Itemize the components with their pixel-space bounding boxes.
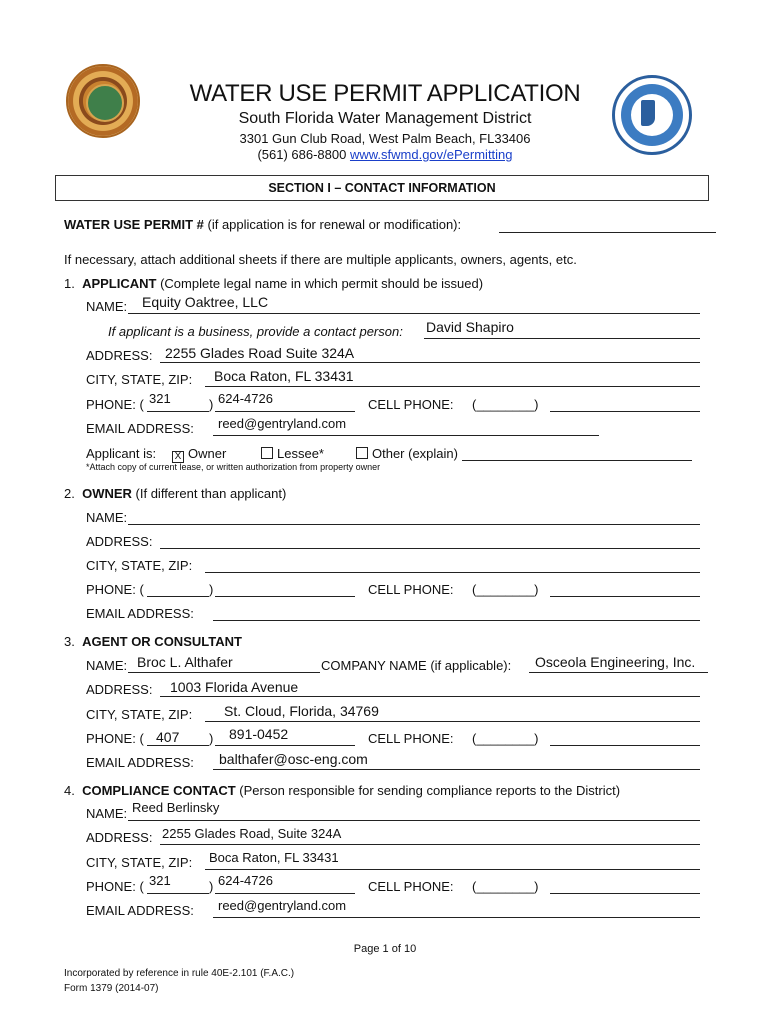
permit-number-field[interactable]: [499, 232, 716, 233]
applicant-name-label: NAME:: [86, 299, 128, 314]
owner-cell-label: CELL PHONE:: [368, 582, 454, 597]
lessee-checkbox[interactable]: [261, 447, 273, 459]
owner-cell-field[interactable]: [550, 596, 700, 597]
compliance-name-field[interactable]: [128, 820, 700, 821]
compliance-area-code-value: 321: [149, 873, 171, 888]
owner-phone-field[interactable]: [215, 596, 355, 597]
applicant-address-label: ADDRESS:: [86, 348, 153, 363]
applicant-heading: 1. APPLICANT (Complete legal name in which permit should be issued): [64, 276, 484, 291]
agent-area-code-field[interactable]: [147, 745, 209, 746]
page-number: Page 1 of 10: [353, 943, 417, 955]
agent-company-label: COMPANY NAME (if applicable):: [321, 658, 512, 673]
applicant-phone-paren: ): [209, 397, 214, 412]
agent-company-value: Osceola Engineering, Inc.: [535, 654, 696, 670]
agent-city-label: CITY, STATE, ZIP:: [86, 707, 193, 722]
agent-heading: 3. AGENT OR CONSULTANT: [64, 634, 242, 649]
agent-email-value: balthafer@osc-eng.com: [219, 751, 368, 767]
applicant-contact-value: David Shapiro: [426, 319, 514, 335]
compliance-phone-paren: ): [209, 879, 214, 894]
agency-phone: (561) 686-8800: [257, 147, 350, 162]
compliance-phone-label: PHONE: (: [86, 879, 144, 894]
applicant-city-field[interactable]: [205, 386, 700, 387]
agent-area-code-value: 407: [156, 729, 180, 745]
permit-number-label: WATER USE PERMIT # (if application is for renewal or modification):: [64, 217, 462, 232]
compliance-email-value: reed@gentryland.com: [218, 898, 347, 913]
applicant-cell-label: CELL PHONE:: [368, 397, 454, 412]
applicant-address-value: 2255 Glades Road Suite 324A: [165, 345, 355, 361]
compliance-phone-field[interactable]: [215, 893, 355, 894]
applicant-city-value: Boca Raton, FL 33431: [214, 368, 354, 384]
applicant-email-field[interactable]: [213, 435, 599, 436]
agent-email-field[interactable]: [213, 769, 700, 770]
agent-phone-label: PHONE: (: [86, 731, 144, 746]
compliance-city-field[interactable]: [205, 869, 700, 870]
epermitting-link[interactable]: www.sfwmd.gov/ePermitting: [349, 147, 513, 162]
lease-footnote: *Attach copy of current lease, or written authorization from property owner: [86, 462, 381, 472]
owner-phone-label: PHONE: (: [86, 582, 144, 597]
applicant-name-field[interactable]: [128, 313, 700, 314]
applicant-city-label: CITY, STATE, ZIP:: [86, 372, 193, 387]
agent-phone-paren: ): [209, 731, 214, 746]
applicant-contact-field[interactable]: [424, 338, 700, 339]
rule-reference: Incorporated by reference in rule 40E-2.101 (F.A.C.): [64, 968, 295, 979]
compliance-address-field[interactable]: [160, 844, 700, 845]
other-checkbox[interactable]: [356, 447, 368, 459]
owner-name-label: NAME:: [86, 510, 128, 525]
compliance-email-label: EMAIL ADDRESS:: [86, 903, 194, 918]
compliance-cell-label: CELL PHONE:: [368, 879, 454, 894]
owner-email-label: EMAIL ADDRESS:: [86, 606, 194, 621]
applicant-type-label: Applicant is:: [86, 446, 157, 461]
owner-city-label: CITY, STATE, ZIP:: [86, 558, 193, 573]
page-title: WATER USE PERMIT APPLICATION: [189, 80, 581, 107]
applicant-email-value: reed@gentryland.com: [218, 416, 347, 431]
agent-company-field[interactable]: [529, 672, 708, 673]
agent-address-value: 1003 Florida Avenue: [170, 679, 299, 695]
agent-city-field[interactable]: [205, 721, 700, 722]
compliance-city-label: CITY, STATE, ZIP:: [86, 855, 193, 870]
compliance-area-code-field[interactable]: [147, 893, 209, 894]
applicant-cell-field[interactable]: [550, 411, 700, 412]
applicant-area-code-value: 321: [149, 391, 171, 406]
form-number: Form 1379 (2014-07): [64, 983, 159, 994]
agent-address-label: ADDRESS:: [86, 682, 153, 697]
agent-address-field[interactable]: [160, 696, 700, 697]
owner-name-field[interactable]: [128, 524, 700, 525]
owner-heading: 2. OWNER (If different than applicant): [64, 486, 287, 501]
compliance-heading: 4. COMPLIANCE CONTACT (Person responsible for sending compliance reports to the District): [64, 783, 621, 798]
agency-contact: [0, 147, 770, 162]
owner-email-field[interactable]: [213, 620, 700, 621]
compliance-name-value: Reed Berlinsky: [132, 800, 220, 815]
agency-name: South Florida Water Management District: [238, 110, 532, 127]
other-explain-field[interactable]: [462, 460, 692, 461]
lessee-option[interactable]: Lessee*: [261, 446, 324, 461]
applicant-email-label: EMAIL ADDRESS:: [86, 421, 194, 436]
agent-name-field[interactable]: [128, 672, 320, 673]
agent-phone-field[interactable]: [215, 745, 355, 746]
agent-cell-field[interactable]: [550, 745, 700, 746]
other-option[interactable]: Other (explain): [356, 446, 458, 461]
owner-cell-area-field[interactable]: (________): [472, 582, 539, 597]
section-heading: SECTION I – CONTACT INFORMATION: [55, 175, 709, 201]
compliance-city-value: Boca Raton, FL 33431: [209, 850, 339, 865]
agent-name-label: NAME:: [86, 658, 128, 673]
compliance-email-field[interactable]: [213, 917, 700, 918]
applicant-name-value: Equity Oaktree, LLC: [142, 294, 269, 310]
compliance-name-label: NAME:: [86, 806, 128, 821]
agent-phone-value: 891-0452: [229, 726, 289, 742]
compliance-address-label: ADDRESS:: [86, 830, 153, 845]
compliance-cell-field[interactable]: [550, 893, 700, 894]
applicant-address-field[interactable]: [160, 362, 700, 363]
agent-city-value: St. Cloud, Florida, 34769: [224, 703, 379, 719]
owner-city-field[interactable]: [205, 572, 700, 573]
owner-option[interactable]: X Owner: [172, 446, 226, 463]
agent-name-value: Broc L. Althafer: [137, 654, 233, 670]
applicant-phone-label: PHONE: (: [86, 397, 144, 412]
agent-cell-label: CELL PHONE:: [368, 731, 454, 746]
instructions: If necessary, attach additional sheets if there are multiple applicants, owners, agents, etc.: [64, 252, 577, 267]
compliance-address-value: 2255 Glades Road, Suite 324A: [162, 826, 342, 841]
compliance-phone-value: 624-4726: [218, 873, 273, 888]
owner-phone-paren: ): [209, 582, 214, 597]
applicant-contact-label: If applicant is a business, provide a contact person:: [108, 324, 403, 339]
owner-address-field[interactable]: [160, 548, 700, 549]
owner-checkbox[interactable]: X: [172, 451, 184, 463]
applicant-phone-value: 624-4726: [218, 391, 273, 406]
owner-area-code-field[interactable]: [147, 596, 209, 597]
owner-address-label: ADDRESS:: [86, 534, 153, 549]
compliance-cell-area-field[interactable]: (________): [472, 879, 539, 894]
agent-cell-area-field[interactable]: (________): [472, 731, 539, 746]
applicant-cell-area-field[interactable]: (________): [472, 397, 539, 412]
applicant-phone-field[interactable]: [215, 411, 355, 412]
agent-email-label: EMAIL ADDRESS:: [86, 755, 194, 770]
applicant-area-code-field[interactable]: [147, 411, 209, 412]
agency-address: 3301 Gun Club Road, West Palm Beach, FL33406: [239, 131, 531, 146]
